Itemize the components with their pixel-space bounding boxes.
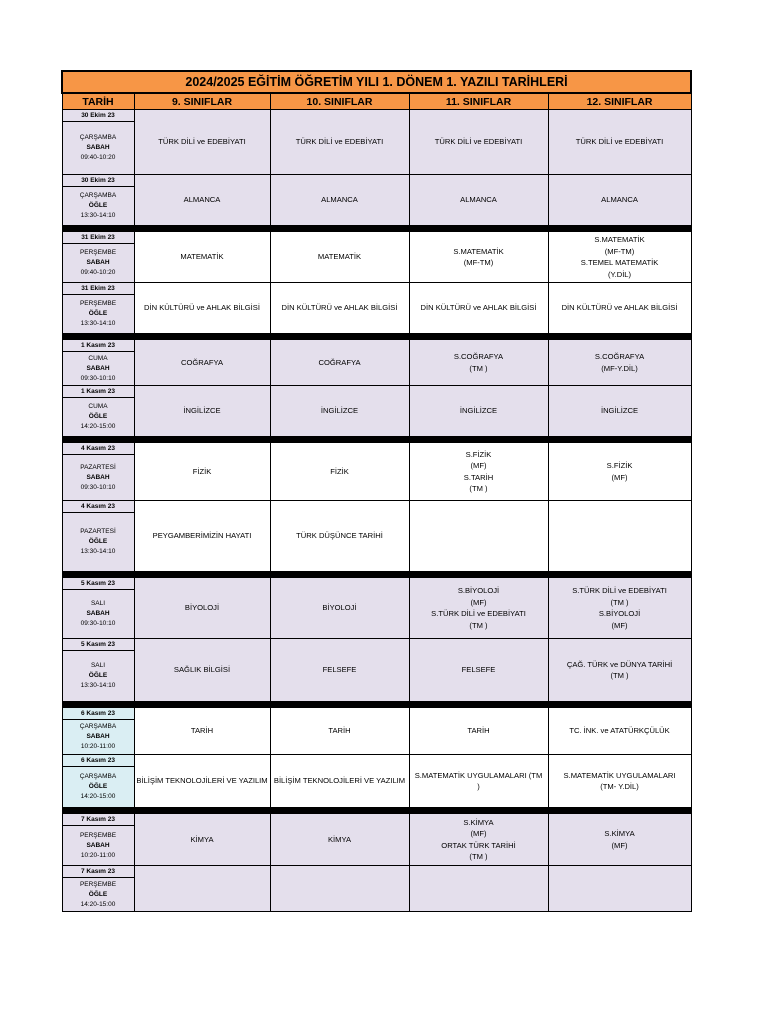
exam-cell-grade-11: İNGİLİZCE (409, 386, 548, 437)
exam-date: 31 Ekim 23 (63, 232, 134, 244)
exam-session: ÖĞLE (88, 783, 108, 790)
exam-session: SABAH (86, 259, 110, 266)
exam-time: 13:30-14:10 (80, 548, 116, 555)
schedule-row (62, 866, 691, 912)
exam-session: SABAH (86, 473, 110, 481)
exam-day: CUMA (88, 403, 108, 410)
exam-date: 31 Ekim 23 (63, 283, 134, 295)
exam-cell-grade-10: TARİH (270, 708, 409, 755)
exam-time: 09:40-10:20 (80, 269, 116, 276)
exam-cell-grade-11 (409, 501, 548, 572)
exam-time: 13:30-14:10 (80, 682, 116, 689)
exam-cell-grade-9: SAĞLIK BİLGİSİ (134, 639, 270, 702)
exam-cell-grade-12: S.MATEMATİK (MF-TM) S.TEMEL MATEMATİK (Y.DİL) (548, 232, 691, 283)
exam-cell-grade-12: İNGİLİZCE (548, 386, 691, 437)
exam-cell-grade-10: FELSEFE (270, 639, 409, 702)
exam-cell-grade-9: TARİH (134, 708, 270, 755)
exam-session: SABAH (86, 733, 110, 740)
date-cell (62, 708, 134, 755)
schedule-row (62, 814, 691, 866)
exam-cell-grade-11: TARİH (409, 708, 548, 755)
exam-day: SALI (90, 662, 106, 669)
exam-session: SABAH (86, 144, 110, 151)
exam-time: 09:40-10:20 (80, 154, 116, 161)
exam-session: ÖĞLE (88, 672, 108, 679)
exam-session: ÖĞLE (88, 413, 108, 420)
exam-cell-grade-11: FELSEFE (409, 639, 548, 702)
exam-session: SABAH (86, 841, 110, 849)
exam-cell-grade-9: PEYGAMBERİMİZİN HAYATI (134, 501, 270, 572)
exam-cell-grade-9: DİN KÜLTÜRÜ ve AHLAK BİLGİSİ (134, 283, 270, 334)
date-cell (62, 755, 134, 808)
schedule-row (62, 386, 691, 437)
exam-cell-grade-9: COĞRAFYA (134, 340, 270, 386)
exam-cell-grade-10: COĞRAFYA (270, 340, 409, 386)
exam-date: 6 Kasım 23 (63, 755, 134, 767)
exam-day: PERŞEMBE (79, 880, 117, 888)
header-grade-9: 9. SINIFLAR (134, 93, 270, 110)
exam-day: ÇARŞAMBA (79, 192, 117, 199)
schedule-row (62, 501, 691, 572)
exam-cell-grade-10 (270, 866, 409, 912)
exam-cell-grade-9: İNGİLİZCE (134, 386, 270, 437)
date-cell (62, 110, 134, 175)
exam-cell-grade-9: BİYOLOJİ (134, 578, 270, 639)
exam-time: 09:30-10:10 (80, 483, 116, 491)
exam-cell-grade-11: S.BİYOLOJİ (MF) S.TÜRK DİLİ ve EDEBİYATI (TM ) (409, 578, 548, 639)
exam-time: 10:20-11:00 (80, 743, 116, 750)
exam-cell-grade-11: TÜRK DİLİ ve EDEBİYATI (409, 110, 548, 175)
exam-cell-grade-12: S.KİMYA (MF) (548, 814, 691, 866)
schedule-row (62, 232, 691, 283)
schedule-row (62, 443, 691, 501)
date-cell (62, 283, 134, 334)
exam-date: 4 Kasım 23 (63, 443, 134, 455)
exam-cell-grade-12: DİN KÜLTÜRÜ ve AHLAK BİLGİSİ (548, 283, 691, 334)
date-cell (62, 175, 134, 226)
exam-date: 4 Kasım 23 (63, 501, 134, 513)
exam-cell-grade-10: KİMYA (270, 814, 409, 866)
exam-cell-grade-11: S.MATEMATİK (MF-TM) (409, 232, 548, 283)
exam-cell-grade-9: KİMYA (134, 814, 270, 866)
exam-cell-grade-9: TÜRK DİLİ ve EDEBİYATI (134, 110, 270, 175)
date-cell (62, 639, 134, 702)
exam-cell-grade-10: FİZİK (270, 443, 409, 501)
date-cell (62, 814, 134, 866)
schedule-row (62, 639, 691, 702)
exam-cell-grade-10: DİN KÜLTÜRÜ ve AHLAK BİLGİSİ (270, 283, 409, 334)
exam-cell-grade-9: FİZİK (134, 443, 270, 501)
exam-cell-grade-9: BİLİŞİM TEKNOLOJİLERİ VE YAZILIM (134, 755, 270, 808)
exam-cell-grade-12: TÜRK DİLİ ve EDEBİYATI (548, 110, 691, 175)
exam-day: ÇARŞAMBA (79, 723, 117, 730)
exam-day: ÇARŞAMBA (79, 134, 117, 141)
date-cell (62, 443, 134, 501)
exam-session: ÖĞLE (88, 538, 108, 545)
exam-session: SABAH (86, 364, 110, 372)
date-cell (62, 340, 134, 386)
exam-cell-grade-11: S.COĞRAFYA (TM ) (409, 340, 548, 386)
exam-cell-grade-10: BİLİŞİM TEKNOLOJİLERİ VE YAZILIM (270, 755, 409, 808)
date-cell (62, 386, 134, 437)
date-cell (62, 866, 134, 912)
exam-schedule-sheet (61, 70, 690, 910)
exam-cell-grade-12: S.COĞRAFYA (MF-Y.DİL) (548, 340, 691, 386)
exam-session: ÖĞLE (88, 202, 108, 209)
exam-date: 30 Ekim 23 (63, 175, 134, 187)
date-cell (62, 501, 134, 572)
exam-cell-grade-12: S.TÜRK DİLİ ve EDEBİYATI (TM ) S.BİYOLOJİ (MF) (548, 578, 691, 639)
exam-cell-grade-12: ÇAĞ. TÜRK ve DÜNYA TARİHİ (TM ) (548, 639, 691, 702)
header-grade-12: 12. SINIFLAR (548, 93, 691, 110)
exam-cell-grade-11 (409, 866, 548, 912)
exam-time: 13:30-14:10 (80, 320, 116, 327)
exam-cell-grade-12: S.MATEMATİK UYGULAMALARI (TM- Y.DİL) (548, 755, 691, 808)
date-cell (62, 232, 134, 283)
exam-cell-grade-11: S.FİZİK (MF) S.TARİH (TM ) (409, 443, 548, 501)
exam-cell-grade-9 (134, 866, 270, 912)
exam-day: PERŞEMBE (79, 300, 117, 307)
exam-session: SABAH (86, 610, 110, 617)
exam-day: PERŞEMBE (79, 249, 117, 256)
schedule-row (62, 175, 691, 226)
exam-session: ÖĞLE (88, 310, 108, 317)
exam-cell-grade-12 (548, 501, 691, 572)
exam-time: 13:30-14:10 (80, 212, 116, 219)
schedule-row (62, 755, 691, 808)
exam-date: 5 Kasım 23 (63, 578, 134, 590)
exam-date: 5 Kasım 23 (63, 639, 134, 651)
exam-cell-grade-9: MATEMATİK (134, 232, 270, 283)
exam-date: 1 Kasım 23 (63, 386, 134, 398)
exam-cell-grade-12: TC. İNK. ve ATATÜRKÇÜLÜK (548, 708, 691, 755)
schedule-title: 2024/2025 EĞİTİM ÖĞRETİM YILI 1. DÖNEM 1. YAZILI TARİHLERİ (62, 71, 691, 93)
exam-session: ÖĞLE (88, 890, 108, 898)
exam-cell-grade-12: S.FİZİK (MF) (548, 443, 691, 501)
header-row (62, 93, 691, 110)
schedule-row (62, 578, 691, 639)
schedule-row (62, 708, 691, 755)
exam-cell-grade-10: MATEMATİK (270, 232, 409, 283)
exam-time: 14:20-15:00 (80, 793, 116, 800)
exam-day: PAZARTESİ (80, 463, 116, 471)
exam-date: 30 Ekim 23 (63, 110, 134, 122)
exam-cell-grade-10: TÜRK DÜŞÜNCE TARİHİ (270, 501, 409, 572)
exam-cell-grade-10: TÜRK DİLİ ve EDEBİYATI (270, 110, 409, 175)
exam-day: PERŞEMBE (79, 831, 117, 839)
exam-cell-grade-9: ALMANCA (134, 175, 270, 226)
date-cell (62, 578, 134, 639)
exam-cell-grade-11: S.KİMYA (MF) ORTAK TÜRK TARİHİ (TM ) (409, 814, 548, 866)
exam-day: PAZARTESİ (80, 528, 116, 535)
exam-time: 14:20-15:00 (80, 423, 116, 430)
exam-time: 09:30-10:10 (80, 374, 116, 382)
exam-cell-grade-11: DİN KÜLTÜRÜ ve AHLAK BİLGİSİ (409, 283, 548, 334)
exam-day: CUMA (88, 354, 108, 362)
header-grade-10: 10. SINIFLAR (270, 93, 409, 110)
exam-date: 7 Kasım 23 (63, 866, 134, 878)
schedule-row (62, 110, 691, 175)
exam-cell-grade-10: ALMANCA (270, 175, 409, 226)
schedule-row (62, 340, 691, 386)
header-grade-11: 11. SINIFLAR (409, 93, 548, 110)
exam-date: 1 Kasım 23 (63, 340, 134, 352)
exam-cell-grade-11: ALMANCA (409, 175, 548, 226)
schedule-row (62, 283, 691, 334)
exam-time: 10:20-11:00 (80, 851, 116, 859)
exam-time: 09:30-10:10 (80, 620, 116, 627)
exam-cell-grade-10: BİYOLOJİ (270, 578, 409, 639)
exam-date: 6 Kasım 23 (63, 708, 134, 720)
exam-cell-grade-11: S.MATEMATİK UYGULAMALARI (TM ) (409, 755, 548, 808)
exam-date: 7 Kasım 23 (63, 814, 134, 826)
exam-schedule-table (61, 70, 692, 912)
exam-day: ÇARŞAMBA (79, 773, 117, 780)
exam-cell-grade-12: ALMANCA (548, 175, 691, 226)
exam-cell-grade-10: İNGİLİZCE (270, 386, 409, 437)
exam-time: 14:20-15:00 (80, 900, 116, 908)
exam-day: SALI (90, 600, 106, 607)
header-date: TARİH (62, 93, 134, 110)
exam-cell-grade-12 (548, 866, 691, 912)
